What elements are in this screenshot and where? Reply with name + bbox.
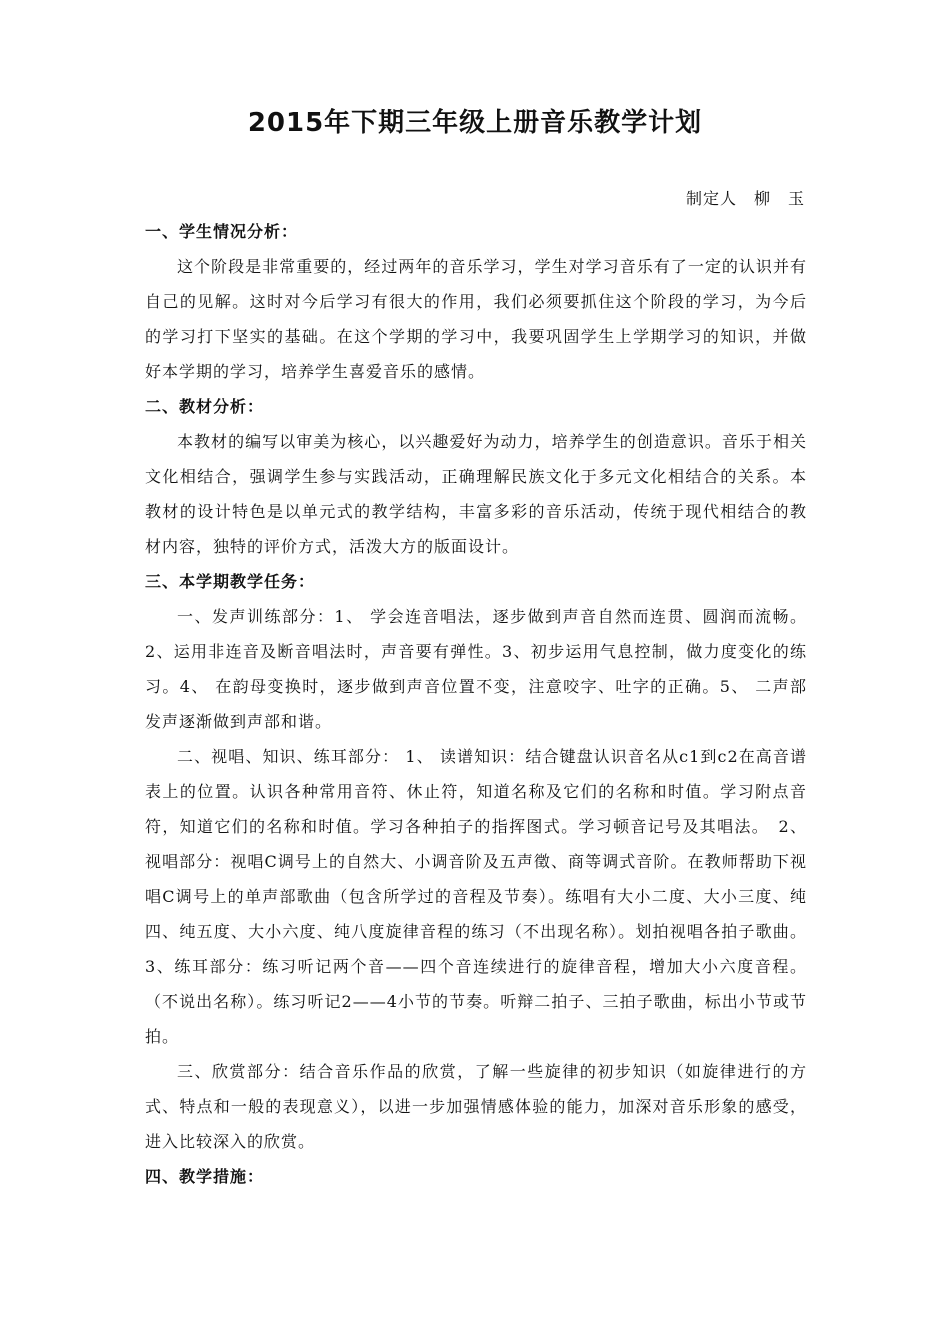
paragraph-student-analysis: 这个阶段是非常重要的，经过两年的音乐学习，学生对学习音乐有了一定的认识并有自己的见解。这时对今后学习有很大的作用，我们必须要抓住这个阶段的学习，为今后的学习打下坚实的基础。在这个学期的学习中，我要巩固学生上学期学习的知识，并做好本学期的学习，培养学生喜爱音乐的感情。 [145,257,807,381]
section-heading-teaching-measures: 四、教学措施： [145,1167,265,1186]
paragraph-appreciation: 三、欣赏部分：结合音乐作品的欣赏，了解一些旋律的初步知识（如旋律进行的方式、特点和一般的表现意义），以进一步加强情感体验的能力，加深对音乐形象的感受，进入比较深入的欣赏。 [145,1062,807,1151]
document-body [145,214,807,1194]
author-line: 制定人 柳 玉 [685,189,805,208]
paragraph-sight-singing: 二、视唱、知识、练耳部分： 1、 读谱知识：结合键盘认识音名从c1到c2在高音谱表上的位置。认识各种常用音符、休止符，知道名称及它们的名称和时值。学习附点音符，知道它们的名称和时值。学习各种拍子的指挥图式。学习顿音记号及其唱法。 2、 视唱部分：视唱C调号上的自然大、小调音阶及五声徵、商等调式音阶。在教师帮助下视唱C调号上的单声部歌曲（包含所学过的音程及节奏）。练唱有大小二度、大小三度、纯四、纯五度、大小六度、纯八度旋律音程的练习（不出现名称）。划拍视唱各拍子歌曲。3、练耳部分：练习听记两个音——四个音连续进行的旋律音程，增加大小六度音程。（不说出名称）。练习听记2——4小节的节奏。听辩二拍子、三拍子歌曲，标出小节或节拍。 [145,747,807,1046]
paragraph-vocal-training: 一、发声训练部分：1、 学会连音唱法，逐步做到声音自然而连贯、圆润而流畅。2、运用非连音及断音唱法时，声音要有弹性。3、初步运用气息控制，做力度变化的练习。4、 在韵母变换时，逐步做到声音位置不变，注意咬字、吐字的正确。5、 二声部发声逐渐做到声部和谐。 [145,607,807,731]
section-heading-textbook-analysis: 二、教材分析： [145,397,265,416]
document-title: 2015年下期三年级上册音乐教学计划 [247,108,703,138]
section-heading-student-analysis: 一、学生情况分析： [145,222,299,241]
section-heading-teaching-tasks: 三、本学期教学任务： [145,572,316,591]
paragraph-textbook-analysis: 本教材的编写以审美为核心，以兴趣爱好为动力，培养学生的创造意识。音乐于相关文化相结合，强调学生参与实践活动，正确理解民族文化于多元文化相结合的关系。本教材的设计特色是以单元式的教学结构，丰富多彩的音乐活动，传统于现代相结合的教材内容，独特的评价方式，活泼大方的版面设计。 [145,432,807,556]
